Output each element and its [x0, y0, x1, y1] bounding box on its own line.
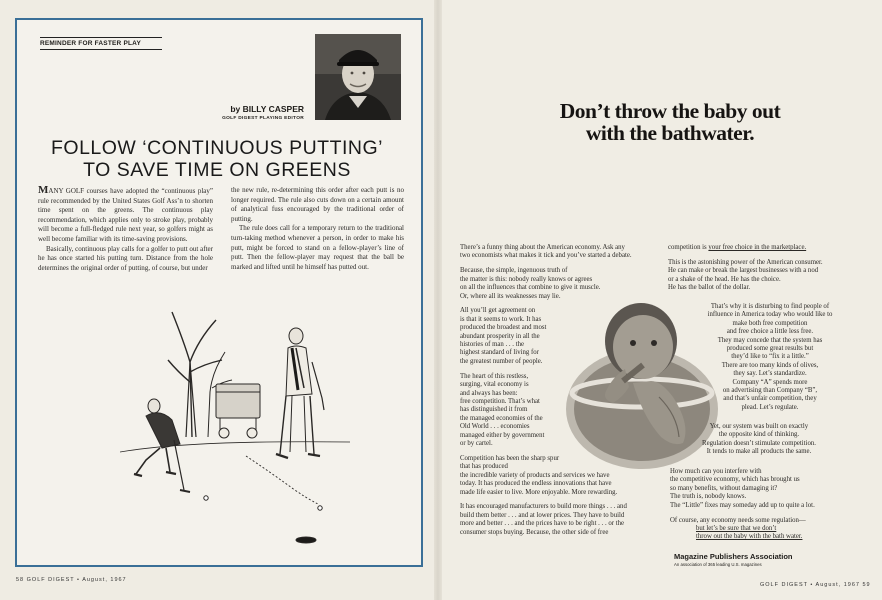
ad-right-column-indented — [640, 303, 876, 419]
article-column-2 — [231, 186, 404, 272]
ad-text-line: consumer stops buying. Because, the other side of free — [460, 528, 609, 536]
ad-text-line: is that it seems to work. It has — [460, 315, 542, 323]
ad-text-line: This is the astonishing power of the American consumer. — [668, 258, 823, 266]
ad-signature — [674, 552, 854, 567]
ad-text-line: Company “A” spends more — [732, 378, 808, 386]
ad-paragraph — [670, 468, 880, 510]
ad-text-line: build them better . . . and at lower prices. They have to build — [460, 511, 625, 519]
ad-text-line: surging, vital economy is — [460, 381, 529, 389]
ad-text-line: The “Little” fixes may someday add up to quite a lot. — [670, 501, 815, 509]
ad-text-line: they say. Let’s standardize. — [733, 370, 807, 378]
ad-text-line: and that’s unfair competition, they — [723, 395, 817, 403]
ad-text-line: Regulation doesn’t stimulate competition. — [702, 439, 816, 447]
ad-text-line: more and better . . . and the prices have to be right . . . or the — [460, 520, 625, 528]
ad-text-line: the opposite kind of thinking. — [718, 431, 800, 439]
ad-paragraph: competition is your free choice in the marketplace. — [668, 244, 807, 251]
drop-cap: M — [38, 184, 49, 196]
byline-name: by BILLY CASPER — [230, 104, 304, 114]
ad-right-column-bottom — [670, 468, 880, 548]
article-paragraph: The rule does call for a temporary return to the traditional turn-taking method whenever a person, in order to make his putt, might be forced to stand on a fellow-player’s line of putt. Then the fellow-player may request that the ball be marked and lifted until he himself has putted out. — [231, 224, 404, 271]
ad-text-line: they’d like to “fix it a little.” — [731, 353, 809, 361]
ad-headline-line-1: Don’t throw the baby out — [559, 99, 781, 123]
ad-paragraph — [460, 503, 670, 537]
ad-text-line: the greatest number of people. — [460, 357, 543, 365]
ad-text-line: He can make or break the largest businesses with a nod — [668, 267, 819, 275]
ad-text-line: free competition. That’s what — [460, 398, 540, 405]
article-headline — [30, 137, 404, 181]
byline — [200, 104, 304, 121]
ad-text-line: on advertising than Company “B”, — [722, 387, 818, 395]
underlined-phrase: your free choice in the marketplace. — [708, 244, 807, 251]
byline-role: GOLF DIGEST PLAYING EDITOR — [222, 116, 304, 121]
ad-text-line: That’s why it is disturbing to find people of — [710, 303, 830, 310]
left-folio: 58 GOLF DIGEST • August, 1967 — [16, 577, 127, 583]
ad-text-line: or a shake of the head. He has the choice. — [668, 275, 781, 283]
ad-paragraph — [640, 303, 870, 412]
ad-right-column-lower — [648, 423, 870, 463]
headline-line-2: TO SAVE TIME ON GREENS — [83, 159, 351, 181]
ad-text-line: that has produced — [460, 463, 508, 471]
ad-text-line: histories of man . . . the — [460, 341, 524, 349]
ad-text-line: made life easier to live. More enjoyable. More rewarding. — [460, 488, 618, 496]
ad-text-line: plead. Let’s regulate. — [741, 403, 799, 411]
ad-text-line: Or, where all its weaknesses may lie. — [460, 292, 561, 300]
ad-paragraph: Of course, any economy needs some regulation— but let’s be sure that we don’t throw out the baby with the bath water. — [670, 516, 806, 541]
signature-subtitle: An association of 365 leading U.S. magazines — [674, 562, 762, 567]
ad-text-line: the competitive economy, which has brought us — [670, 476, 800, 484]
right-folio: GOLF DIGEST • August, 1967 59 — [760, 582, 871, 588]
ad-text-line: today. It has produced the endless innovations that have — [460, 480, 612, 488]
ad-text-line: on all the influences that combine to give it muscle. — [460, 284, 601, 292]
ad-text-line: the managed economies of the — [460, 414, 543, 422]
ad-text-line: has distinguished it from — [460, 406, 528, 414]
ad-text-line: Old World . . . economies — [460, 423, 530, 431]
ad-text-line: or by cartel. — [460, 440, 493, 448]
ad-headline — [480, 100, 860, 144]
ad-text-line: produced the broadest and most — [460, 324, 547, 332]
ad-text-line: managed either by government — [460, 431, 545, 439]
ad-text-line: influence in America today who would like to — [707, 311, 833, 319]
ad-paragraph — [460, 244, 670, 261]
ad-text-line: It tends to make all products the same. — [706, 448, 812, 456]
ad-text-line: It has encouraged manufacturers to build more things . . . and — [460, 503, 627, 511]
article-column-1 — [38, 186, 213, 273]
ad-right-column — [668, 244, 878, 299]
ad-paragraph — [648, 423, 870, 457]
section-tag: REMINDER FOR FASTER PLAY — [40, 37, 162, 50]
ad-text-line: and always has been: — [460, 389, 518, 397]
golf-putting-illustration — [120, 302, 350, 552]
ad-text-line: Competition has been the sharp spur — [460, 454, 560, 462]
ad-text-line: Yet, our system was built on exactly — [709, 423, 809, 430]
ad-paragraph — [460, 267, 670, 301]
page-gutter — [434, 0, 442, 600]
ad-text-line: The heart of this restless, — [460, 372, 529, 380]
headline-line-1: FOLLOW ‘CONTINUOUS PUTTING’ — [50, 137, 383, 159]
ad-text-line: He has the ballot of the dollar. — [668, 284, 751, 292]
ad-headline-line-2: with the bathwater. — [585, 121, 755, 145]
ad-text-line: abundant prosperity in all the — [460, 332, 540, 340]
article-paragraph: the new rule, re-determining this order after each putt is no longer required. The rule also cuts down on a certain amount of analytical fuss encouraged by the traditional order of putting. — [231, 186, 404, 223]
ad-text-line: make both free competition — [732, 319, 808, 327]
ad-text-line: How much can you interfere with — [670, 468, 762, 475]
ad-text-line: They may concede that the system has — [717, 336, 823, 344]
ad-text-line: All you’ll get agreement on — [460, 307, 536, 315]
ad-text-line: Because, the simple, ingenuous truth of — [460, 267, 568, 275]
signature-name: Magazine Publishers Association — [674, 552, 793, 561]
ad-text-line: highest standard of living for — [460, 349, 539, 357]
ad-text-line: the incredible variety of products and services we have — [460, 471, 610, 479]
author-photo — [315, 34, 401, 120]
ad-text-line: produced some great results but — [726, 345, 814, 353]
ad-text-line: There’s a funny thing about the American economy. Ask any — [460, 244, 625, 251]
ad-text-line: The truth is, nobody knows. — [670, 493, 747, 501]
ad-paragraph — [668, 259, 878, 293]
ad-text-line: the matter is this: nobody really knows or agrees — [460, 275, 593, 283]
ad-text-line: and free choice a little less free. — [726, 328, 814, 336]
ad-text-line: two economists what makes it tick and you’ve started a debate. — [460, 252, 632, 260]
article-paragraph: MANY GOLF courses have adopted the “continuous play” rule recommended by the United States Golf Ass’n to shorten time spent on the greens. The continuous play recommendation, which applies only to stroke play, probably will become a full-fledged rule next year, so golfers might as well become familiar with its time-saving provisions. — [38, 184, 213, 243]
article-paragraph: Basically, continuous play calls for a golfer to putt out after he has once started his putting turn. Distance from the hole determines the original order of putting, of course, but under — [38, 244, 213, 272]
ad-text-line: so many benefits, without damaging it? — [670, 484, 778, 492]
ad-text-line: There are too many kinds of olives, — [721, 361, 819, 369]
